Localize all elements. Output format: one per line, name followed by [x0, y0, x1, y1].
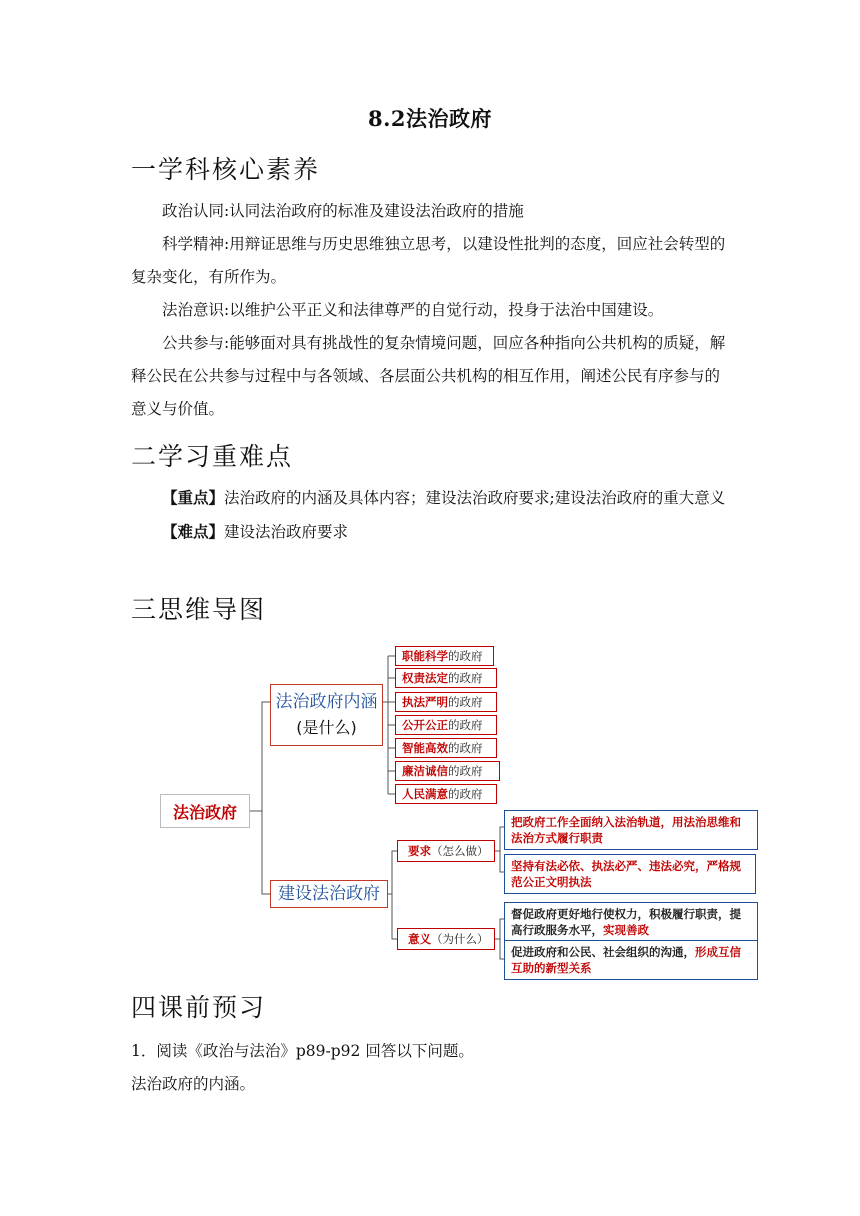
- section-heading-mindmap: 三思维导图: [131, 595, 267, 624]
- leaf-item: 公开公正 的政府: [395, 715, 497, 735]
- leaf-item: 执法严明 的政府: [395, 692, 497, 712]
- preview-item: 法治政府的内涵。: [131, 1075, 256, 1093]
- preview-item: 1．阅读《政治与法治》p89-p92 回答以下问题。: [131, 1042, 474, 1060]
- keypoint-main: 【重点】法治政府的内涵及具体内容；建设法治政府要求;建设法治政府的重大意义: [162, 488, 726, 507]
- branch-connotation: [270, 684, 383, 746]
- significance-note: 督促政府更好地行使权力，积极履行职责，提高行政服务水平，实现善政: [504, 902, 758, 942]
- significance-node: 意义 （为什么）: [397, 928, 495, 950]
- branch-connotation-sub: (是什么): [296, 718, 357, 737]
- page-title: 8.2法治政府: [367, 106, 493, 131]
- branch-build: [270, 880, 388, 908]
- requirement-note: 把政府工作全面纳入法治轨道，用法治思维和法治方式履行职责: [504, 810, 758, 850]
- mind-map: [150, 640, 770, 980]
- requirement-node: 要求 （怎么做）: [397, 840, 495, 862]
- core-item-science: 科学精神:用辩证思维与历史思维独立思考，以建设性批判的态度，回应社会转型的复杂变化，有所作为。: [131, 235, 726, 286]
- leaf-item: 权责法定 的政府: [395, 668, 497, 688]
- section-heading-keypoints: 二学习重难点: [131, 442, 294, 471]
- significance-note: 促进政府和公民、社会组织的沟通，形成互信互助的新型关系: [504, 940, 758, 980]
- branch-connotation-title: 法治政府内涵: [275, 692, 378, 712]
- section-heading-preview: 四课前预习: [131, 993, 267, 1022]
- requirement-note: 坚持有法必依、执法必严、违法必究，严格规范公正文明执法: [504, 854, 756, 894]
- leaf-item: 职能科学 的政府: [395, 646, 494, 666]
- keypoints-text: [131, 481, 729, 549]
- mind-map-root: 法治政府: [160, 794, 250, 828]
- core-item-law: 法治意识:以维护公平正义和法律尊严的自觉行动，投身于法治中国建设。: [162, 301, 664, 319]
- core-item-public: 公共参与:能够面对具有挑战性的复杂情境问题，回应各种指向公共机构的质疑，解释公民在公共参与过程中与各领域、各层面公共机构的相互作用，阐述公民有序参与的意义与价值。: [131, 334, 726, 418]
- leaf-item: 人民满意 的政府: [395, 784, 497, 804]
- leaf-item: 智能高效 的政府: [395, 738, 497, 758]
- core-item-political: 政治认同:认同法治政府的标准及建设法治政府的措施: [162, 202, 524, 220]
- branch-build-title: 建设法治政府: [278, 884, 380, 904]
- section-heading-core: 一学科核心素养: [131, 155, 321, 184]
- preview-text: [131, 1035, 729, 1101]
- keypoint-difficult: 【难点】建设法治政府要求: [162, 522, 349, 541]
- core-literacy-text: [131, 195, 729, 426]
- leaf-item: 廉洁诚信 的政府: [395, 761, 500, 781]
